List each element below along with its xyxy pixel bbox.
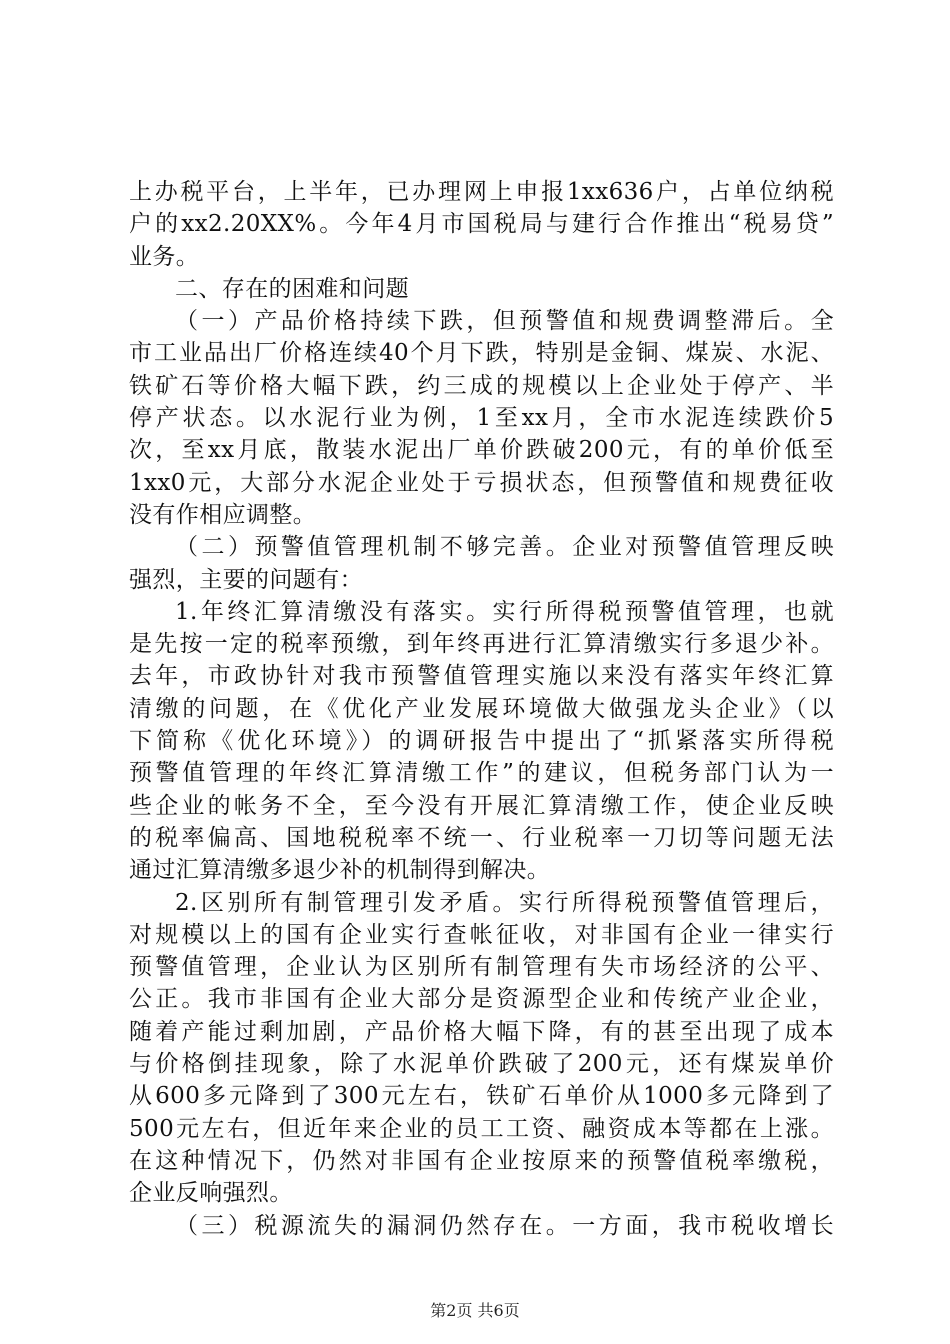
- text-line: 没有作相应调整。: [129, 501, 317, 528]
- text-line: （二）预警值管理机制不够完善。企业对预警值管理反映: [175, 534, 834, 561]
- text-line: 预警值管理，企业认为区别所有制管理有失市场经济的公平、: [129, 954, 834, 981]
- text-line: 去年，市政协针对我市预警值管理实施以来没有落实年终汇算: [129, 663, 834, 690]
- text-line: 二、存在的困难和问题: [175, 275, 409, 302]
- text-line: （一）产品价格持续下跌，但预警值和规费调整滞后。全: [175, 308, 834, 335]
- text-line: （三）税源流失的漏洞仍然存在。一方面，我市税收增长: [175, 1212, 834, 1239]
- text-line: 与价格倒挂现象，除了水泥单价跌破了200元，还有煤炭单价: [129, 1051, 834, 1078]
- text-line: 企业反响强烈。: [129, 1180, 293, 1207]
- text-line: 户的xx2.20XX%。今年4月市国税局与建行合作推出“税易贷”: [129, 211, 834, 238]
- text-line: 的税率偏高、国地税税率不统一、行业税率一刀切等问题无法: [129, 824, 834, 851]
- text-line: 强烈，主要的问题有：: [129, 566, 363, 593]
- text-line: 清缴的问题，在《优化产业发展环境做大做强龙头企业》（以: [129, 695, 834, 722]
- document-body: [129, 176, 834, 1242]
- text-line: 500元左右，但近年来企业的员工工资、融资成本等都在上涨。: [129, 1115, 834, 1142]
- text-line: 下简称《优化环境》）的调研报告中提出了“抓紧落实所得税: [129, 728, 834, 755]
- text-line: 上办税平台，上半年，已办理网上申报1xx636户，占单位纳税: [129, 179, 834, 205]
- text-line: 2.区别所有制管理引发矛盾。实行所得税预警值管理后，: [175, 889, 834, 916]
- text-line: 通过汇算清缴多退少补的机制得到解决。: [129, 857, 551, 884]
- text-line: 是先按一定的税率预缴，到年终再进行汇算清缴实行多退少补。: [129, 631, 834, 658]
- text-line: 从600多元降到了300元左右，铁矿石单价从1000多元降到了: [129, 1083, 834, 1110]
- text-line: 1xx0元，大部分水泥企业处于亏损状态，但预警值和规费征收: [129, 469, 834, 496]
- text-line: 市工业品出厂价格连续40个月下跌，特别是金铜、煤炭、水泥、: [129, 340, 834, 367]
- page-footer: 第2页 共6页: [430, 1301, 520, 1320]
- text-line: 1.年终汇算清缴没有落实。实行所得税预警值管理，也就: [175, 598, 834, 625]
- text-line: 预警值管理的年终汇算清缴工作”的建议，但税务部门认为一: [129, 760, 834, 787]
- text-line: 在这种情况下，仍然对非国有企业按原来的预警值税率缴税，: [129, 1147, 834, 1174]
- text-line: 次，至xx月底，散装水泥出厂单价跌破200元，有的单价低至: [129, 437, 834, 464]
- text-line: 公正。我市非国有企业大部分是资源型企业和传统产业企业，: [129, 986, 834, 1013]
- text-line: 业务。: [129, 243, 200, 270]
- text-line: 对规模以上的国有企业实行查帐征收，对非国有企业一律实行: [129, 921, 834, 948]
- text-line: 随着产能过剩加剧，产品价格大幅下降，有的甚至出现了成本: [129, 1018, 834, 1045]
- text-line: 停产状态。以水泥行业为例，1至xx月，全市水泥连续跌价5: [129, 405, 834, 432]
- text-line: 些企业的帐务不全，至今没有开展汇算清缴工作，使企业反映: [129, 792, 834, 819]
- text-line: 铁矿石等价格大幅下跌，约三成的规模以上企业处于停产、半: [129, 372, 834, 399]
